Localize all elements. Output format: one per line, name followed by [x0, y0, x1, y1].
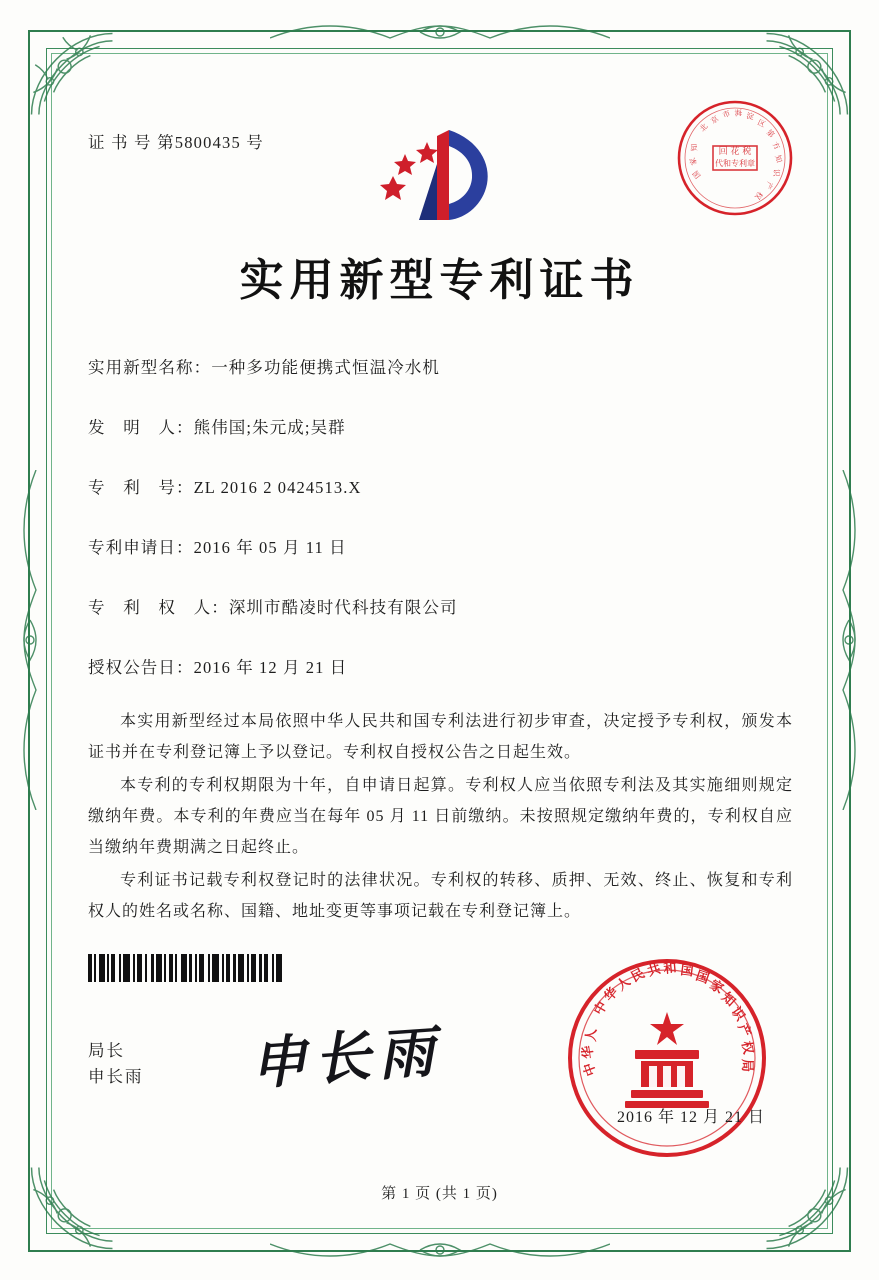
field-list — [88, 354, 799, 714]
agency-seal-stamp — [673, 96, 797, 220]
svg-text:权: 权 — [752, 189, 765, 202]
field-label: 授权公告日： — [88, 658, 194, 677]
svg-text:知: 知 — [773, 153, 784, 164]
svg-text:华: 华 — [580, 1044, 597, 1060]
field-value: 一种多功能便携式恒温冷水机 — [211, 358, 441, 377]
svg-text:区: 区 — [756, 117, 767, 130]
svg-text:产: 产 — [734, 1021, 754, 1040]
legal-text — [88, 706, 793, 929]
svg-text:人: 人 — [584, 1028, 600, 1043]
sipo-logo-icon — [375, 124, 505, 234]
svg-text:中: 中 — [581, 1060, 600, 1078]
field-value: ZL 2016 2 0424513.X — [193, 478, 362, 497]
field-row-grant-date — [88, 654, 799, 678]
field-value: 熊伟国;朱元成;吴群 — [193, 418, 346, 437]
field-value: 深圳市酷凌时代科技有限公司 — [228, 598, 458, 617]
svg-text:京: 京 — [708, 113, 721, 126]
svg-text:北: 北 — [697, 121, 710, 134]
svg-text:民: 民 — [628, 966, 648, 986]
svg-text:识: 识 — [771, 168, 781, 177]
field-label: 发 明 人： — [88, 418, 194, 437]
svg-text:淀: 淀 — [745, 111, 755, 122]
svg-text:和: 和 — [663, 960, 678, 977]
svg-text:回 花 税: 回 花 税 — [718, 147, 752, 157]
svg-text:识: 识 — [727, 1004, 748, 1024]
edge-ornament-icon — [270, 18, 610, 44]
field-label: 专利申请日： — [88, 538, 194, 557]
field-row-application-date — [88, 534, 799, 558]
svg-text:权: 权 — [738, 1039, 756, 1056]
certificate-content — [80, 96, 799, 1210]
director-block — [88, 1038, 144, 1090]
field-value: 2016 年 05 月 11 日 — [193, 538, 347, 557]
svg-text:知: 知 — [718, 989, 739, 1010]
field-row-patent-number — [88, 474, 799, 498]
svg-text:市: 市 — [721, 108, 732, 120]
legal-paragraph: 专利证书记载专利权登记时的法律状况。专利权的转移、质押、无效、终止、恢复和专利权人的姓名或名称、国籍、地址变更等事项记载在专利登记簿上。 — [88, 872, 793, 920]
svg-text:家: 家 — [687, 156, 699, 167]
field-label: 专 利 号： — [88, 478, 194, 497]
svg-text:家: 家 — [706, 977, 726, 998]
seal-date: 2016 年 12 月 21 日 — [616, 1109, 765, 1126]
svg-text:局: 局 — [739, 1059, 754, 1073]
svg-text:华: 华 — [601, 984, 622, 1005]
svg-text:方: 方 — [770, 140, 782, 152]
handwritten-signature: 申长雨 — [248, 1018, 445, 1098]
field-row-patentee — [88, 594, 799, 618]
svg-text:国: 国 — [693, 968, 711, 988]
legal-paragraph: 本专利的专利权期限为十年，自申请日起算。专利权人应当依照专利法及其实施细则规定缴纳年费。本专利的年费应当在每年 05 月 11 日前缴纳。未按照规定缴纳年费的，专利权自应当缴纳年费期满之日起终止。 — [88, 777, 793, 856]
edge-ornament-icon — [16, 470, 42, 810]
legal-paragraph: 本实用新型经过本局依照中华人民共和国专利法进行初步审查，决定授予专利权，颁发本证书并在专利登记簿上予以登记。专利权自授权公告之日起生效。 — [88, 713, 793, 761]
edge-ornament-icon — [270, 1238, 610, 1264]
field-label: 专 利 权 人： — [88, 598, 229, 617]
field-label: 实用新型名称： — [88, 358, 212, 377]
svg-text:第: 第 — [764, 127, 777, 140]
svg-text:人: 人 — [614, 974, 634, 995]
svg-text:海: 海 — [734, 108, 743, 118]
svg-text:共: 共 — [645, 961, 663, 980]
svg-text:国: 国 — [690, 168, 703, 181]
svg-text:代和专利章: 代和专利章 — [715, 159, 755, 168]
page-footer: 第 1 页 (共 1 页) — [381, 1186, 498, 1202]
svg-text:知: 知 — [689, 143, 699, 152]
svg-text:中: 中 — [591, 999, 611, 1018]
barcode — [88, 954, 300, 982]
field-row-inventor — [88, 414, 799, 438]
svg-text:产: 产 — [763, 180, 775, 191]
edge-ornament-icon — [837, 470, 863, 810]
svg-text:国: 国 — [679, 963, 695, 980]
national-seal-stamp — [563, 954, 771, 1162]
field-value: 2016 年 12 月 21 日 — [193, 658, 348, 677]
certificate-number: 证 书 号 第5800435 号 — [88, 133, 264, 152]
director-name: 申长雨 — [88, 1067, 144, 1086]
page-title: 实用新型专利证书 — [239, 255, 640, 306]
director-label: 局长 — [88, 1041, 125, 1060]
field-row-name — [88, 354, 799, 378]
